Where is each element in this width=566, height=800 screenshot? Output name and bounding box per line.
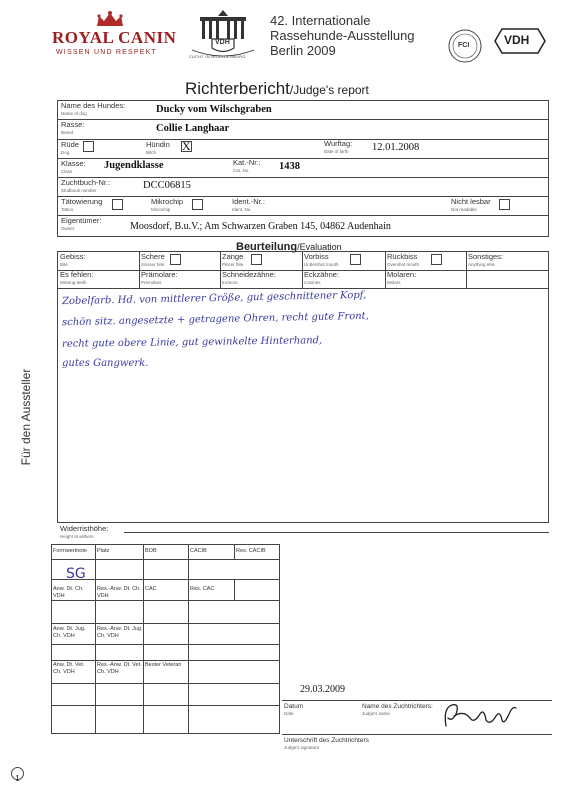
not-readable-label: Nicht lesbar bbox=[451, 197, 491, 206]
royal-canin-logo bbox=[50, 10, 180, 58]
class-sub: Class bbox=[61, 169, 73, 174]
cat-no-value[interactable]: 1438 bbox=[279, 161, 300, 172]
show-title-line3: Berlin 2009 bbox=[270, 43, 336, 58]
crest-ribbon: ZUCHT IN BRANDENBURG bbox=[189, 54, 246, 59]
cat-no-sub: Cat. No. bbox=[233, 168, 250, 173]
tattoo-sub: Tattoo bbox=[61, 207, 74, 212]
scissor-bite-label: Schere bbox=[141, 252, 165, 261]
canines-label: Eckzähne: bbox=[304, 270, 340, 279]
owner-label: Eigentümer: bbox=[61, 216, 102, 225]
judge-name-label: Name des Zuchtrichters: bbox=[362, 703, 433, 710]
owner-value[interactable]: Moosdorf, B.u.V.; Am Schwarzen Graben 145, 04862 Audenhain bbox=[130, 221, 391, 232]
evaluation-line: Zobelfarb. Hd. von mittlerer Größe, gut geschnittener Kopf, bbox=[61, 289, 367, 308]
evaluation-line: gutes Gangwerk. bbox=[62, 358, 149, 369]
show-title-line2: Rassehunde-Ausstellung bbox=[270, 28, 415, 43]
pincer-bite-sub: Pincer bite bbox=[222, 262, 244, 267]
awards-header-grade: Formwertnote bbox=[53, 548, 87, 554]
premolars-sub: Premolars bbox=[141, 280, 162, 285]
tattoo-label: Tätowierung bbox=[61, 197, 103, 206]
molars-sub: Molars bbox=[387, 280, 401, 285]
molars-label: Molaren: bbox=[387, 270, 417, 279]
microchip-checkbox[interactable] bbox=[192, 199, 203, 210]
undershot-sub: Undershot mouth bbox=[304, 262, 339, 267]
report-title bbox=[185, 79, 369, 99]
undershot-checkbox[interactable] bbox=[350, 254, 361, 265]
pincer-bite-label: Zange bbox=[222, 252, 244, 261]
female-checkbox-mark: X bbox=[182, 139, 191, 153]
royal-canin-tagline: WISSEN UND RESPEKT bbox=[56, 49, 157, 56]
other-label: Sonstiges: bbox=[468, 252, 504, 261]
pincer-bite-checkbox[interactable] bbox=[251, 254, 262, 265]
missing-teeth-label: Es fehlen: bbox=[60, 270, 94, 279]
evaluation-line: recht gute obere Linie, gut gewinkelte Hinterhand, bbox=[61, 335, 323, 350]
fci-logo bbox=[447, 28, 483, 64]
canines-sub: Canines bbox=[304, 280, 321, 285]
evaluation-line: schön sitz. angesetzte + getragene Ohren, recht gute Front, bbox=[61, 310, 369, 329]
evaluation-title-en: /Evaluation bbox=[297, 242, 342, 252]
male-label: Rüde bbox=[61, 140, 79, 149]
overshot-label: Rückbiss bbox=[387, 252, 418, 261]
bite-label: Gebiss: bbox=[60, 252, 86, 261]
date-label: Datum bbox=[284, 703, 304, 710]
show-title-line1: 42. Internationale bbox=[270, 13, 371, 28]
report-date[interactable]: 29.03.2009 bbox=[300, 684, 345, 695]
male-sub: Dog bbox=[61, 150, 70, 155]
other-sub: Anything else bbox=[468, 262, 496, 267]
award-cell: Res.-Anw. Dt. Ch. VDH bbox=[97, 586, 141, 599]
dog-name-label: Name des Hundes: bbox=[61, 101, 126, 110]
breed-sub: Breed bbox=[61, 130, 74, 135]
award-cell: Bester Veteran bbox=[145, 662, 182, 668]
royal-canin-brand: ROYAL CANIN bbox=[52, 28, 177, 47]
microchip-sub: Microchip bbox=[151, 207, 171, 212]
female-label: Hündin bbox=[146, 140, 170, 149]
ident-label: Ident.-Nr.: bbox=[232, 197, 265, 206]
report-title-en: /Judge's report bbox=[289, 83, 369, 97]
award-cell: Res.-Anw. Dt. Vet. Ch. VDH bbox=[97, 662, 142, 675]
awards-header-cacib: CACIB bbox=[190, 548, 207, 554]
vdh-crest-logo bbox=[186, 8, 260, 62]
bite-sub: Bite bbox=[60, 262, 68, 267]
date-sub: Date bbox=[284, 711, 294, 716]
ident-sub: Ident. No. bbox=[232, 207, 252, 212]
award-cell: Anw. Dt. Ch. VDH bbox=[53, 586, 84, 599]
awards-header-res-cacib: Res. CACIB bbox=[236, 548, 266, 554]
award-cell: Anw. Dt. Vet. Ch. VDH bbox=[53, 662, 85, 675]
breed-value[interactable]: Collie Langhaar bbox=[156, 123, 230, 134]
studbook-label: Zuchtbuch-Nr.: bbox=[61, 178, 111, 187]
judge-signature[interactable] bbox=[440, 700, 522, 732]
microchip-label: Mikrochip bbox=[151, 197, 184, 206]
class-value[interactable]: Jugendklasse bbox=[104, 160, 164, 171]
premolars-label: Prämolare: bbox=[141, 270, 178, 279]
studbook-value[interactable]: DCC06815 bbox=[143, 180, 191, 191]
judge-name-sub: Judge's name bbox=[362, 711, 390, 716]
height-label: Widerristhöhe: bbox=[60, 524, 109, 533]
height-sub: Height at withers bbox=[60, 534, 94, 539]
not-readable-checkbox[interactable] bbox=[499, 199, 510, 210]
overshot-checkbox[interactable] bbox=[431, 254, 442, 265]
awards-header-place: Platz bbox=[97, 548, 110, 554]
whelped-label: Wurftag: bbox=[324, 139, 353, 148]
female-checkbox[interactable] bbox=[181, 141, 192, 152]
owner-sub: Owner bbox=[61, 226, 75, 231]
incisors-sub: Incisors bbox=[222, 280, 238, 285]
grade-handwritten[interactable]: SG bbox=[66, 566, 86, 582]
vdh-logo bbox=[494, 28, 546, 54]
female-sub: Bitch bbox=[146, 150, 157, 155]
exhibitor-side-label: Für den Aussteller bbox=[19, 368, 33, 466]
dog-name-value[interactable]: Ducky vom Wilschgraben bbox=[156, 104, 272, 115]
missing-teeth-sub: Missing teeth bbox=[60, 280, 87, 285]
award-cell: CAC bbox=[145, 586, 157, 592]
award-cell: Res. CAC bbox=[190, 586, 215, 592]
evaluation-title-de: Beurteilung bbox=[236, 241, 298, 253]
page-number bbox=[11, 767, 24, 783]
whelped-value[interactable]: 12.01.2008 bbox=[372, 142, 420, 153]
studbook-sub: Studbook number bbox=[61, 188, 97, 193]
award-cell: Anw. Dt. Jug. Ch. VDH bbox=[53, 626, 86, 639]
not-readable-sub: Not readable bbox=[451, 207, 477, 212]
scissor-bite-checkbox[interactable] bbox=[170, 254, 181, 265]
breed-label: Rasse: bbox=[61, 120, 85, 129]
male-checkbox[interactable] bbox=[83, 141, 94, 152]
vdh-crest-text: VDH bbox=[215, 39, 230, 46]
scissor-bite-sub: Scissor bite bbox=[141, 262, 165, 267]
fci-logo-text: FCI bbox=[458, 42, 470, 49]
award-cell: Res.-Anw. Dt. Jug. Ch. VDH bbox=[97, 626, 143, 639]
dog-name-sub: Name of dog bbox=[61, 111, 87, 116]
vdh-logo-text: VDH bbox=[504, 33, 530, 47]
undershot-label: Vorbiss bbox=[304, 252, 329, 261]
show-title bbox=[270, 13, 435, 58]
signature-label: Unterschrift des Zuchtrichters bbox=[284, 737, 369, 744]
incisors-label: Schneidezähne: bbox=[222, 270, 276, 279]
whelped-sub: Date of birth bbox=[324, 149, 349, 154]
awards-header-bob: BOB bbox=[145, 548, 157, 554]
signature-sub: Judge's signature bbox=[284, 745, 320, 750]
tattoo-checkbox[interactable] bbox=[112, 199, 123, 210]
page-number-text: 1 bbox=[15, 774, 20, 783]
crown-icon bbox=[94, 10, 126, 28]
overshot-sub: Overshot mouth bbox=[387, 262, 420, 267]
report-title-de: Richterbericht bbox=[185, 79, 290, 98]
class-label: Klasse: bbox=[61, 159, 86, 168]
cat-no-label: Kat.-Nr.: bbox=[233, 158, 261, 167]
